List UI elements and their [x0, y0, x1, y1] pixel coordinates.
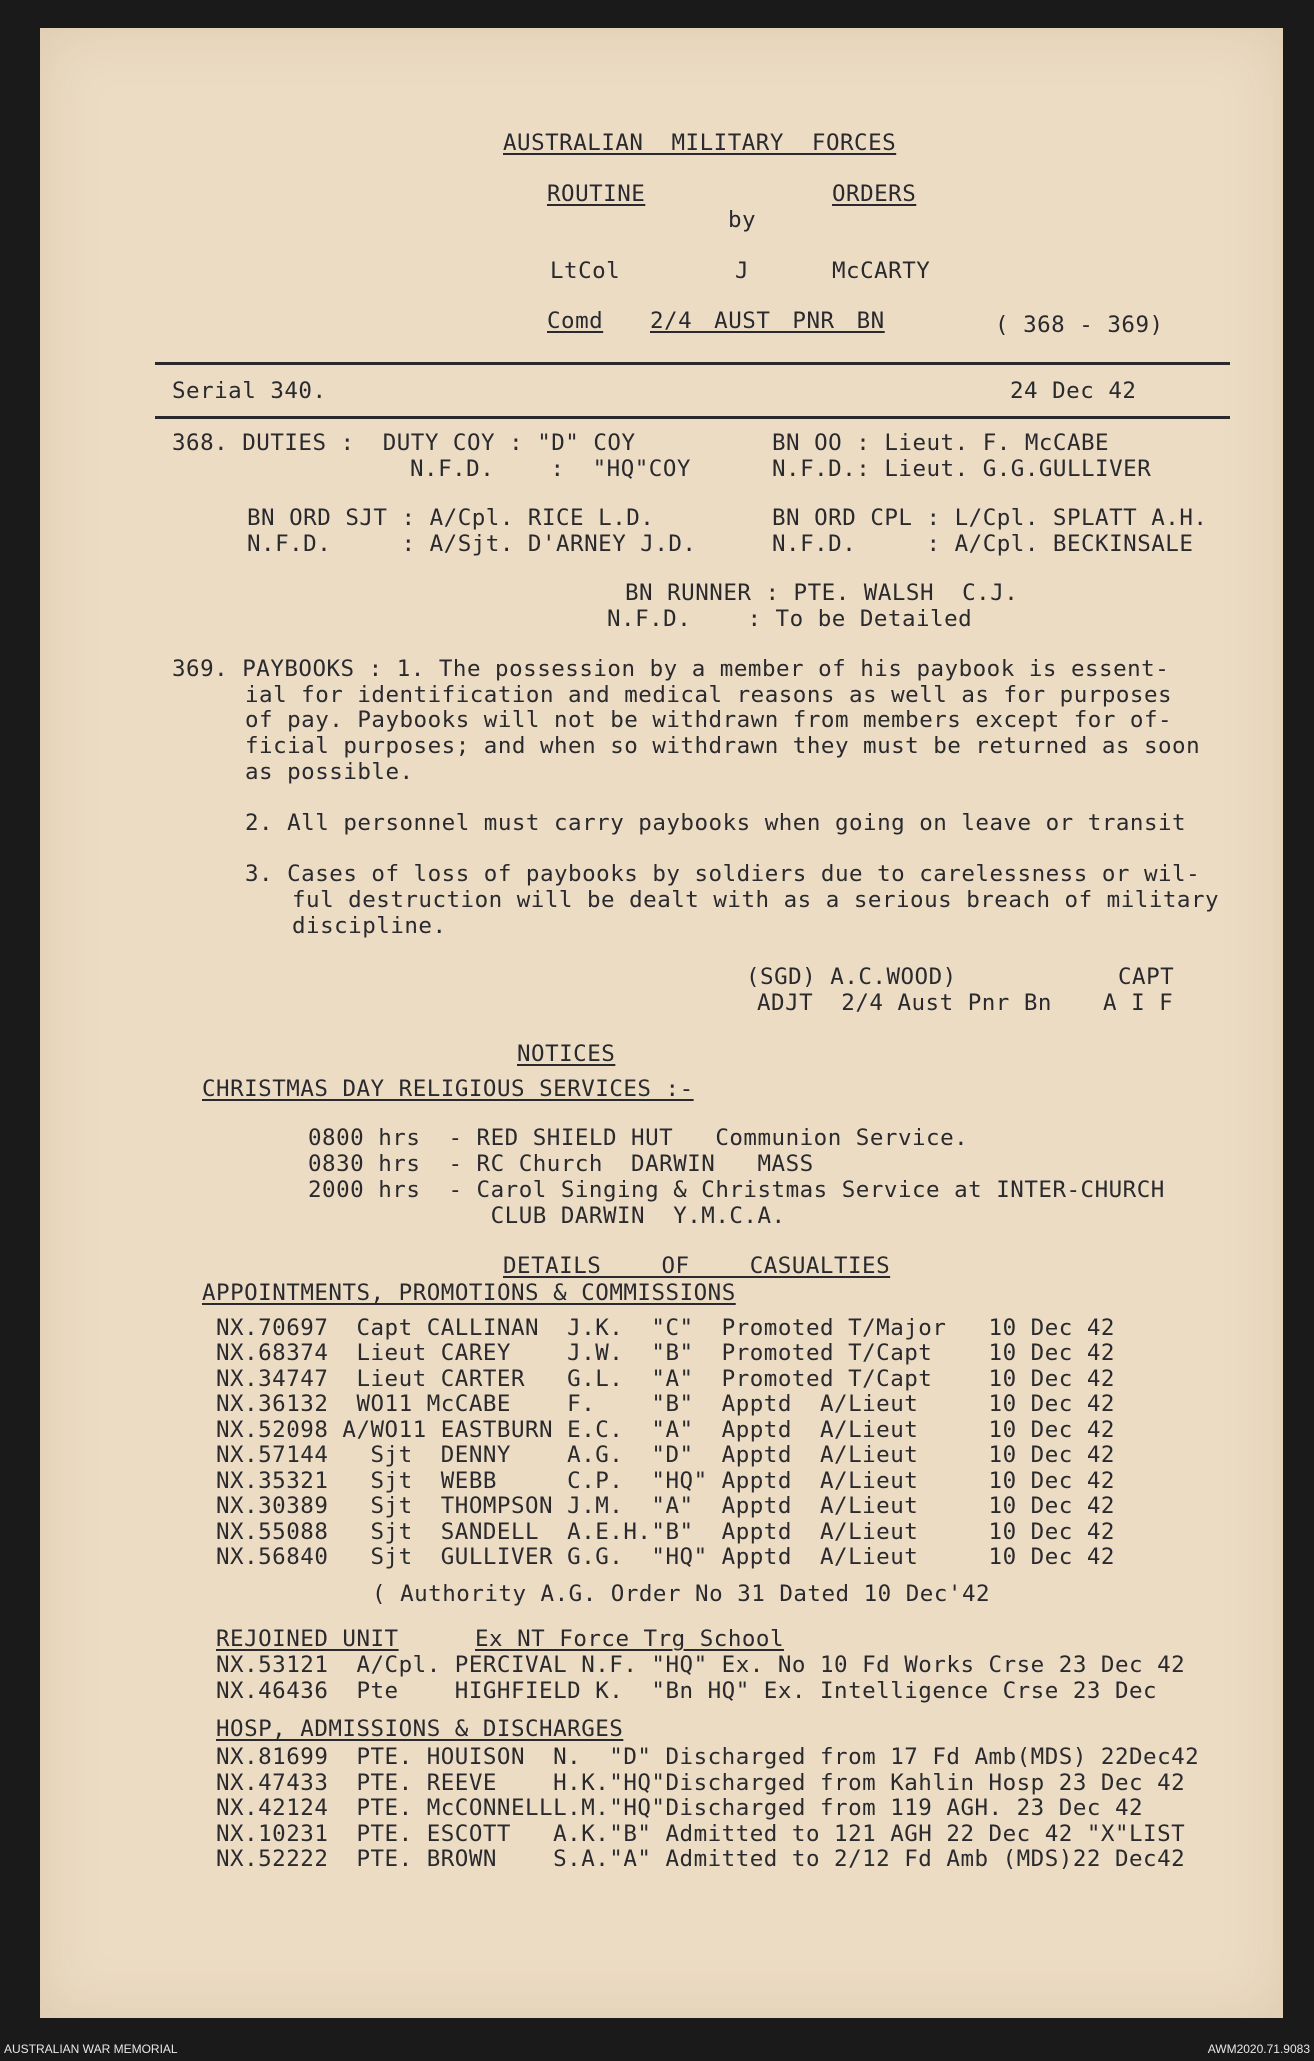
table-row: NX.53121 A/Cpl. PERCIVAL N.F. "HQ" Ex. No 10 Fd Works Crse 23 Dec 42	[216, 1652, 1186, 1678]
signature-rank: CAPT	[1118, 964, 1175, 990]
duties-line-3a: BN ORD SJT : A/Cpl. RICE L.D.	[247, 505, 655, 531]
table-row: NX.56840 Sjt GULLIVER G.G. "HQ" Apptd A/Lieut 10 Dec 42	[216, 1544, 1115, 1570]
header-comd: Comd	[547, 308, 604, 334]
duties-line-5: BN RUNNER : PTE. WALSH C.J.	[625, 580, 1019, 606]
authority-line: ( Authority A.G. Order No 31 Dated 10 Dec'42	[372, 1581, 991, 1607]
archive-footer	[0, 2038, 1314, 2061]
table-row: NX.68374 Lieut CAREY J.W. "B" Promoted T/Capt 10 Dec 42	[216, 1340, 1115, 1366]
notice-item: CLUB DARWIN Y.M.C.A.	[308, 1203, 786, 1229]
header-range: ( 368 - 369)	[995, 312, 1164, 338]
duties-line-2a: N.F.D. : "HQ"COY	[410, 456, 691, 482]
serial-number: Serial 340.	[172, 378, 327, 404]
table-row: NX.55088 Sjt SANDELL A.E.H."B" Apptd A/Lieut 10 Dec 42	[216, 1519, 1115, 1545]
paybooks-line: ficial purposes; and when so withdrawn they must be returned as soon	[245, 733, 1201, 759]
header-unit: 2/4 AUST PNR BN	[650, 308, 885, 334]
table-row: NX.10231 PTE. ESCOTT A.K."B" Admitted to 121 AGH 22 Dec 42 "X"LIST	[216, 1821, 1186, 1847]
table-row: NX.42124 PTE. McCONNELLL.M."HQ"Discharged from 119 AGH. 23 Dec 42	[216, 1795, 1144, 1821]
serial-rule	[155, 416, 1230, 419]
table-row: NX.70697 Capt CALLINAN J.K. "C" Promoted T/Major 10 Dec 42	[216, 1315, 1115, 1341]
table-row: NX.52222 PTE. BROWN S.A."A" Admitted to 2/12 Fd Amb (MDS)22 Dec42	[216, 1846, 1186, 1872]
signature-force: A I F	[1103, 990, 1174, 1016]
casualties-title: DETAILS OF CASUALTIES	[503, 1253, 891, 1279]
header-initial: J	[735, 258, 750, 284]
paybooks-line: 2. All personnel must carry paybooks when going on leave or transit	[245, 810, 1187, 836]
table-row: NX.81699 PTE. HOUISON N. "D" Discharged from 17 Fd Amb(MDS) 22Dec42	[216, 1744, 1200, 1770]
table-row: NX.30389 Sjt THOMPSON J.M. "A" Apptd A/Lieut 10 Dec 42	[216, 1493, 1115, 1519]
header-rule	[155, 362, 1230, 365]
table-row: NX.35321 Sjt WEBB C.P. "HQ" Apptd A/Lieut 10 Dec 42	[216, 1468, 1115, 1494]
signature-name: (SGD) A.C.WOOD)	[746, 964, 957, 990]
footer-institution: AUSTRALIAN WAR MEMORIAL	[4, 2042, 178, 2056]
duties-line-3b: BN ORD CPL : L/Cpl. SPLATT A.H.	[772, 505, 1208, 531]
notice-item: 2000 hrs - Carol Singing & Christmas Service at INTER-CHURCH	[308, 1177, 1165, 1203]
serial-date: 24 Dec 42	[1010, 378, 1137, 404]
paybooks-line: 369. PAYBOOKS : 1. The possession by a member of his paybook is essent-	[172, 656, 1170, 682]
header-rank: LtCol	[550, 258, 621, 284]
rejoined-title: REJOINED UNIT	[216, 1626, 399, 1652]
duties-line-4b: N.F.D. : A/Cpl. BECKINSALE	[772, 531, 1194, 557]
header-by: by	[728, 207, 757, 233]
table-row: NX.36132 WO11 McCABE F. "B" Apptd A/Lieut 10 Dec 42	[216, 1391, 1115, 1417]
paybooks-line: as possible.	[245, 759, 414, 785]
header-surname: McCARTY	[832, 258, 931, 284]
paybooks-line: 3. Cases of loss of paybooks by soldiers due to carelessness or wil-	[245, 861, 1201, 887]
header-title: AUSTRALIAN MILITARY FORCES	[503, 130, 897, 156]
duties-line-4a: N.F.D. : A/Sjt. D'ARNEY J.D.	[247, 531, 697, 557]
table-row: NX.34747 Lieut CARTER G.L. "A" Promoted T/Capt 10 Dec 42	[216, 1366, 1115, 1392]
duties-line-2b: N.F.D.: Lieut. G.G.GULLIVER	[772, 456, 1152, 482]
table-row: NX.52098 A/WO11 EASTBURN E.C. "A" Apptd A/Lieut 10 Dec 42	[216, 1417, 1115, 1443]
table-row: NX.57144 Sjt DENNY A.G. "D" Apptd A/Lieut 10 Dec 42	[216, 1442, 1115, 1468]
duties-line-1a: 368. DUTIES : DUTY COY : "D" COY	[172, 430, 636, 456]
rejoined-from: Ex NT Force Trg School	[475, 1626, 785, 1652]
table-row: NX.46436 Pte HIGHFIELD K. "Bn HQ" Ex. Intelligence Crse 23 Dec	[216, 1678, 1158, 1704]
paybooks-line: discipline.	[292, 913, 447, 939]
notice-item: 0830 hrs - RC Church DARWIN MASS	[308, 1151, 814, 1177]
paybooks-line: ial for identification and medical reasons as well as for purposes	[245, 682, 1173, 708]
signature-appointment: ADJT 2/4 Aust Pnr Bn	[757, 990, 1052, 1016]
header-routine: ROUTINE	[547, 181, 646, 207]
footer-reference: AWM2020.71.9083	[1207, 2042, 1310, 2056]
notices-subtitle: CHRISTMAS DAY RELIGIOUS SERVICES :-	[202, 1076, 694, 1102]
notice-item: 0800 hrs - RED SHIELD HUT Communion Service.	[308, 1125, 969, 1151]
paybooks-line: of pay. Paybooks will not be withdrawn from members except for of-	[245, 707, 1173, 733]
hosp-title: HOSP, ADMISSIONS & DISCHARGES	[216, 1716, 624, 1742]
notices-title: NOTICES	[517, 1041, 616, 1067]
duties-line-6: N.F.D. : To be Detailed	[607, 606, 973, 632]
duties-line-1b: BN OO : Lieut. F. McCABE	[772, 430, 1110, 456]
paybooks-line: ful destruction will be dealt with as a serious breach of military	[292, 887, 1220, 913]
table-row: NX.47433 PTE. REEVE H.K."HQ"Discharged from Kahlin Hosp 23 Dec 42	[216, 1770, 1186, 1796]
appointments-title: APPOINTMENTS, PROMOTIONS & COMMISSIONS	[202, 1280, 736, 1306]
header-orders: ORDERS	[832, 181, 917, 207]
